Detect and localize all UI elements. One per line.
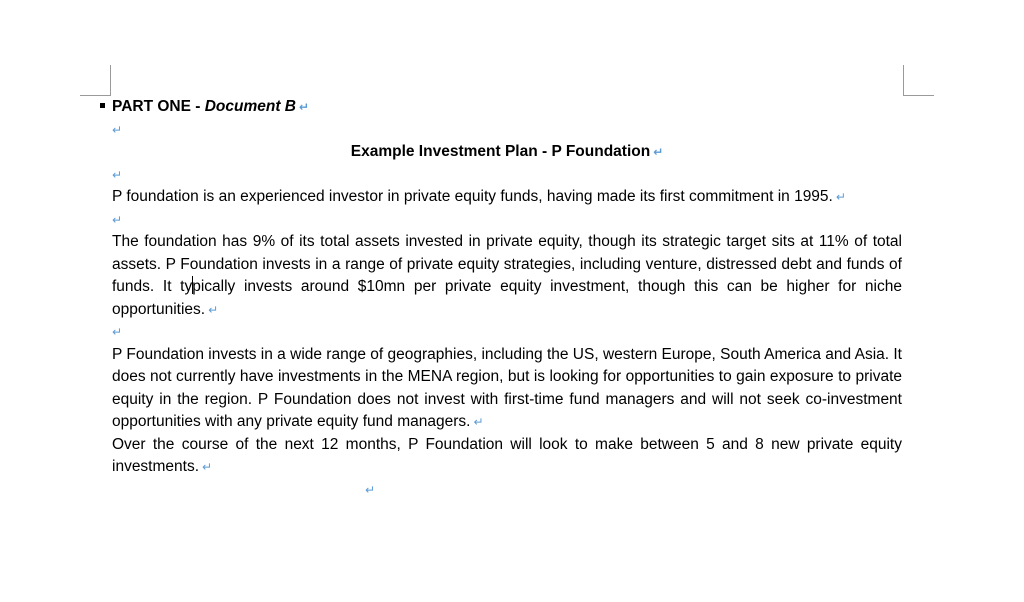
part-heading[interactable]	[112, 96, 902, 119]
paragraph-mark-icon: ↵	[835, 190, 846, 204]
part-label: PART ONE -	[112, 98, 205, 115]
top-right-crop-mark	[903, 65, 934, 96]
paragraph-3-text: P Foundation invests in a wide range of geographies, including the US, western Europe, South America and Asia. It does not currently have investments in the MENA region, but is looking for opportunities to gain exposure to private equity in the region. P Foundation does not invest with first-time fund managers and will not seek co-investment opportunities with any private equity fund managers.	[112, 345, 902, 430]
top-left-crop-mark	[80, 65, 111, 96]
paragraph-mark-icon: ↵	[202, 460, 213, 474]
paragraph-4-text: Over the course of the next 12 months, P Foundation will look to make between 5 and 8 new private equity investments.	[112, 435, 902, 475]
paragraph-mark-icon: ↵	[112, 212, 123, 227]
title-text: Example Investment Plan - P Foundation	[350, 143, 651, 160]
empty-paragraph[interactable]	[112, 164, 902, 187]
paragraph-mark-icon: ↵	[365, 482, 376, 497]
document-body[interactable]	[112, 96, 902, 501]
paragraph-mark-icon: ↵	[112, 325, 123, 339]
paragraph-2[interactable]	[112, 231, 902, 321]
empty-paragraph[interactable]	[112, 321, 902, 344]
document-label: Document B	[204, 98, 297, 115]
paragraph-mark-icon: ↵	[299, 100, 310, 114]
paragraph-2-text-end: pically invests around $10mn per private equity investment, though this can be higher for niche opportunities.	[112, 278, 902, 318]
paragraph-1[interactable]	[112, 186, 902, 209]
paragraph-mark-icon: ↵	[653, 145, 664, 159]
empty-paragraph[interactable]	[112, 209, 902, 232]
paragraph-mark-icon: ↵	[208, 302, 219, 317]
paragraph-3[interactable]	[112, 344, 902, 434]
paragraph-4[interactable]	[112, 434, 902, 479]
empty-paragraph[interactable]	[112, 479, 902, 502]
paragraph-1-text: P foundation is an experienced investor in private equity funds, having made its first commitment in 1995.	[112, 188, 833, 205]
paragraph-mark-icon: ↵	[112, 167, 123, 182]
paragraph-mark-icon: ↵	[473, 415, 484, 429]
document-title[interactable]	[112, 141, 902, 164]
paragraph-mark-icon: ↵	[112, 122, 123, 137]
empty-paragraph[interactable]	[112, 119, 902, 142]
paragraph-2-text-start: The foundation has 9% of its total assets invested in private equity, though its strategic target sits at 11% of total assets. P Foundation invests in a range of private equity strategies, including venture, distressed debt and funds of funds. It ty	[112, 233, 902, 295]
list-bullet-icon	[100, 103, 105, 108]
